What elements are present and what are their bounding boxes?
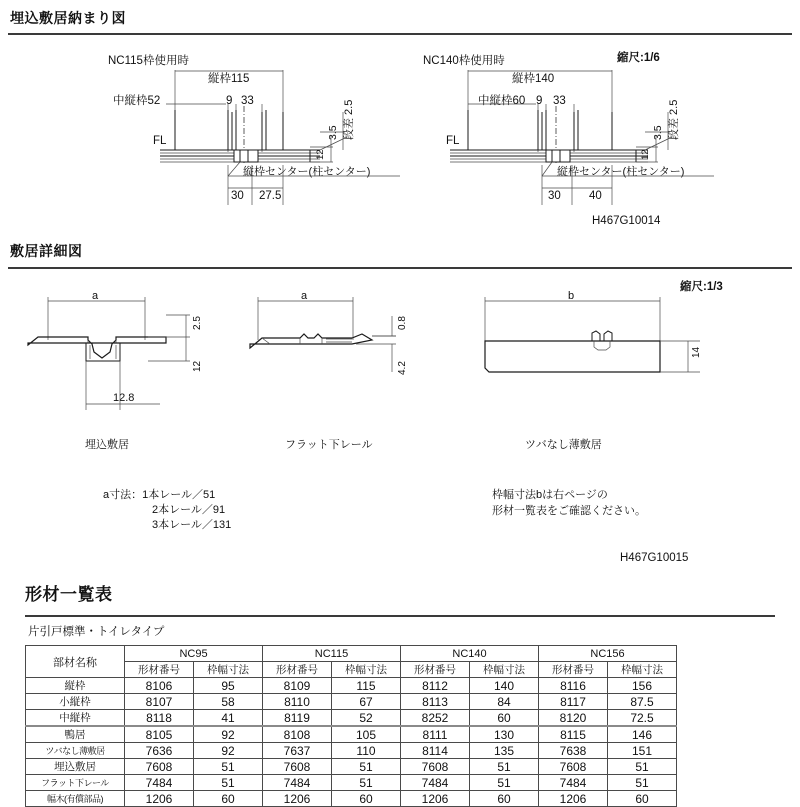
cell: 8120 [539, 710, 608, 727]
cell: 8112 [401, 678, 470, 694]
cell: 60 [332, 791, 401, 807]
cell: 60 [470, 710, 539, 727]
note-left-line-2: 2本レール／91 [152, 504, 226, 516]
cell: 51 [608, 775, 677, 791]
detail-3-dim-14: 14 [691, 346, 702, 358]
cell: 8118 [125, 710, 194, 727]
table-group-nc140: NC140 [401, 646, 539, 662]
table-subheader-width-3: 枠幅寸法 [608, 662, 677, 678]
cell: 8111 [401, 726, 470, 743]
cell: 51 [332, 775, 401, 791]
section-rule-3 [25, 615, 775, 617]
cell: 92 [194, 743, 263, 759]
cell: 1206 [125, 791, 194, 807]
cell: 51 [194, 759, 263, 775]
cell: 8109 [263, 678, 332, 694]
cell: 7608 [401, 759, 470, 775]
right-dim-9: 9 [536, 95, 543, 107]
table-subheader-width-0: 枠幅寸法 [194, 662, 263, 678]
parts-table [25, 645, 677, 807]
cell: 60 [608, 791, 677, 807]
table-subheader-code-1: 形材番号 [263, 662, 332, 678]
cell: 41 [194, 710, 263, 727]
row-name: 鴨居 [26, 726, 125, 743]
row-name: フラット下レール [26, 775, 125, 791]
drawing-code-1: H467G10014 [592, 215, 661, 227]
left-dim-3-5: 3.5 [327, 125, 339, 140]
note-left-line-3: 3本レール／131 [152, 519, 232, 531]
parts-table-subtitle: 片引戸標準・トイレタイプ [28, 626, 165, 638]
table-row [26, 678, 677, 694]
cell: 7608 [125, 759, 194, 775]
table-row [26, 759, 677, 775]
cell: 7608 [539, 759, 608, 775]
table-row [26, 726, 677, 743]
table-subheader-width-2: 枠幅寸法 [470, 662, 539, 678]
scale-label-1: 縮尺:1/6 [617, 52, 660, 64]
cell: 1206 [263, 791, 332, 807]
detail-3-caption: ツバなし薄敷居 [525, 439, 602, 451]
cell: 72.5 [608, 710, 677, 727]
cell: 135 [470, 743, 539, 759]
table-body [26, 678, 677, 807]
row-name: 幅木(有償部品) [26, 791, 125, 807]
right-dim-33: 33 [553, 95, 566, 107]
detail-2-caption: フラット下レール [285, 439, 373, 451]
cell: 130 [470, 726, 539, 743]
right-step-label: 段差 2.5 [668, 99, 680, 140]
right-bottom-dim-40: 40 [589, 190, 602, 202]
cell: 51 [608, 759, 677, 775]
row-name: 小縦枠 [26, 694, 125, 710]
cell: 7637 [263, 743, 332, 759]
cell: 8117 [539, 694, 608, 710]
cell: 60 [470, 791, 539, 807]
cell: 8252 [401, 710, 470, 727]
table-row [26, 743, 677, 759]
cell: 8116 [539, 678, 608, 694]
left-bottom-dim-275: 27.5 [259, 190, 282, 202]
detail-2-dim-4-2: 4.2 [397, 361, 408, 375]
cell: 51 [470, 775, 539, 791]
cell: 156 [608, 678, 677, 694]
cell: 8106 [125, 678, 194, 694]
cell: 140 [470, 678, 539, 694]
right-dim-3-5: 3.5 [652, 125, 664, 140]
cell: 7638 [539, 743, 608, 759]
cell: 8114 [401, 743, 470, 759]
cell: 8113 [401, 694, 470, 710]
detail-1-width-label: a [92, 290, 99, 302]
cell: 7608 [263, 759, 332, 775]
cell: 146 [608, 726, 677, 743]
cell: 7484 [539, 775, 608, 791]
right-center-label: 縦枠センター(柱センター) [557, 166, 685, 178]
cell: 8107 [125, 694, 194, 710]
cell: 7484 [125, 775, 194, 791]
detail-3-width-label: b [568, 290, 575, 302]
note-left-line-1: a寸法：1本レール／51 [103, 489, 216, 501]
table-header-name: 部材名称 [26, 646, 125, 678]
table-subheader-code-3: 形材番号 [539, 662, 608, 678]
cell: 151 [608, 743, 677, 759]
scale-label-2: 縮尺:1/3 [680, 281, 723, 293]
cell: 58 [194, 694, 263, 710]
right-drawing-caption: NC140枠使用時 [423, 55, 505, 67]
right-mid-frame-label: 中縦枠60 [478, 95, 526, 107]
left-bottom-dim-30: 30 [231, 190, 244, 202]
detail-1-dim-12-8: 12.8 [113, 392, 135, 404]
cell: 8119 [263, 710, 332, 727]
detail-1-dim-2-5: 2.5 [192, 316, 203, 330]
cell: 110 [332, 743, 401, 759]
drawing-code-2: H467G10015 [620, 552, 689, 564]
cell: 1206 [539, 791, 608, 807]
right-top-dim-label: 縦枠140 [512, 73, 555, 85]
section-title-sill-detail: 敷居詳細図 [10, 243, 83, 259]
table-group-nc115: NC115 [263, 646, 401, 662]
cell: 84 [470, 694, 539, 710]
table-group-header-row [26, 646, 677, 662]
cell: 7484 [263, 775, 332, 791]
cell: 8105 [125, 726, 194, 743]
left-top-dim-label: 縦枠115 [208, 73, 250, 85]
cell: 51 [194, 775, 263, 791]
table-subheader-width-1: 枠幅寸法 [332, 662, 401, 678]
cell: 52 [332, 710, 401, 727]
cell: 8108 [263, 726, 332, 743]
cell: 8115 [539, 726, 608, 743]
cell: 7484 [401, 775, 470, 791]
cell: 51 [470, 759, 539, 775]
section-title-embedded-sill: 埋込敷居納まり図 [10, 10, 126, 26]
cell: 51 [332, 759, 401, 775]
note-right-line-2: 形材一覧表をご確認ください。 [492, 505, 646, 517]
table-row [26, 775, 677, 791]
left-dim-9: 9 [226, 95, 233, 107]
cell: 92 [194, 726, 263, 743]
right-bottom-dim-30: 30 [548, 190, 561, 202]
row-name: 中縦枠 [26, 710, 125, 727]
table-row [26, 791, 677, 807]
note-right-line-1: 枠幅寸法bは右ページの [492, 489, 608, 501]
cell: 105 [332, 726, 401, 743]
row-name: 縦枠 [26, 678, 125, 694]
section-title-parts-table: 形材一覧表 [25, 585, 113, 604]
cell: 67 [332, 694, 401, 710]
left-mid-frame-label: 中縦枠52 [113, 95, 161, 107]
left-dim-33: 33 [241, 95, 254, 107]
table-row [26, 710, 677, 727]
table-group-nc156: NC156 [539, 646, 677, 662]
left-drawing-caption: NC115枠使用時 [108, 55, 189, 67]
left-fl-label: FL [153, 135, 167, 147]
cell: 87.5 [608, 694, 677, 710]
table-subheader-code-0: 形材番号 [125, 662, 194, 678]
right-fl-label: FL [446, 135, 460, 147]
cell: 7636 [125, 743, 194, 759]
detail-2-dim-0-8: 0.8 [397, 316, 408, 330]
row-name: ツバなし薄敷居 [26, 743, 125, 759]
left-center-label: 縦枠センター(柱センター) [243, 166, 371, 178]
detail-1-caption: 埋込敷居 [85, 439, 129, 451]
row-name: 埋込敷居 [26, 759, 125, 775]
detail-2-width-label: a [301, 290, 308, 302]
table-subheader-code-2: 形材番号 [401, 662, 470, 678]
cell: 95 [194, 678, 263, 694]
right-dim-12: 12 [640, 149, 651, 160]
cell: 1206 [401, 791, 470, 807]
cell: 8110 [263, 694, 332, 710]
left-step-label: 段差 2.5 [343, 99, 355, 140]
left-dim-12: 12 [315, 149, 326, 160]
cell: 60 [194, 791, 263, 807]
table-group-nc95: NC95 [125, 646, 263, 662]
detail-1-dim-12: 12 [192, 360, 203, 372]
table-row [26, 694, 677, 710]
cell: 115 [332, 678, 401, 694]
